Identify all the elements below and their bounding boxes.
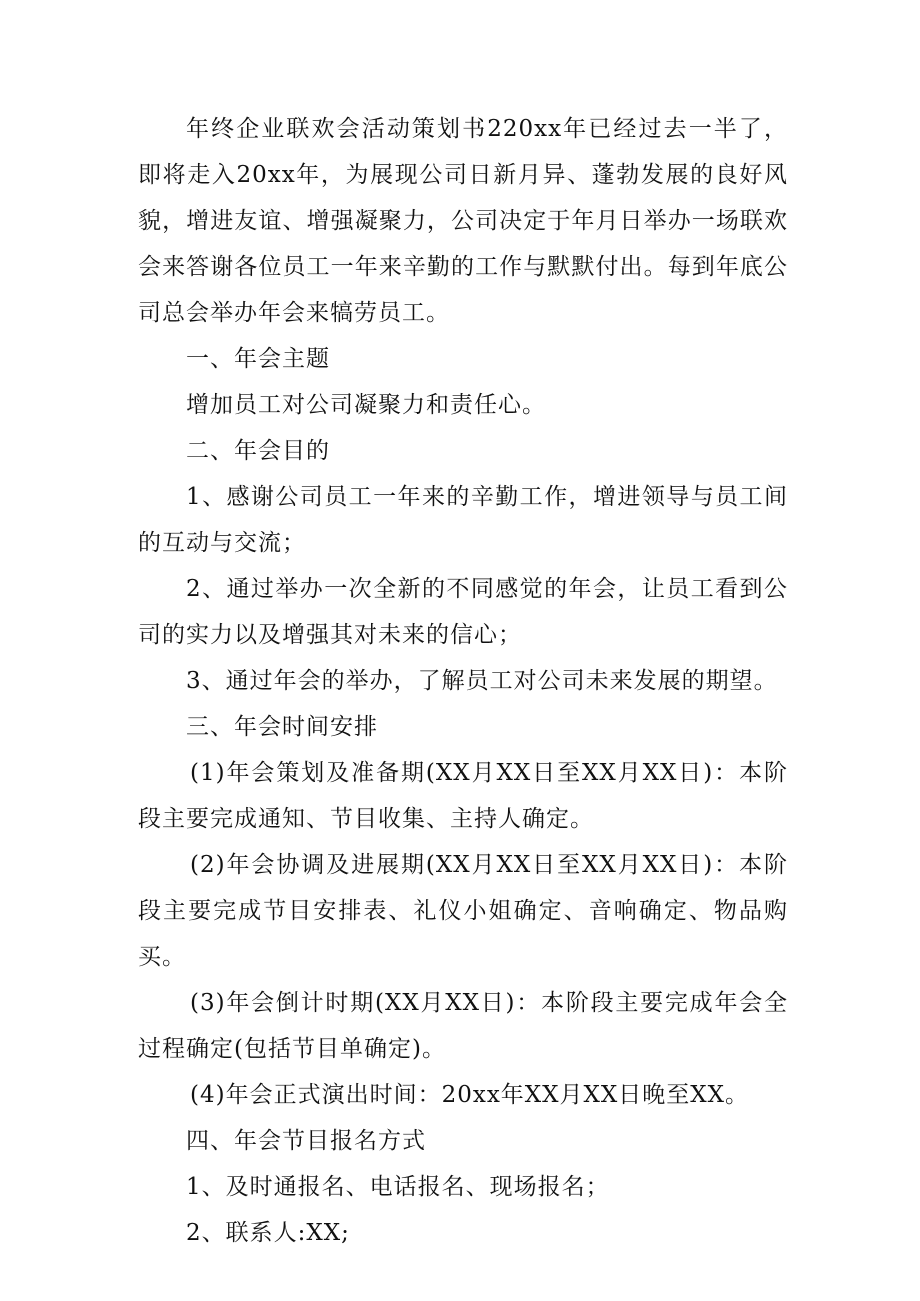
section-heading-schedule: 三、年会时间安排: [186, 714, 378, 740]
purpose-item-3: 3、通过年会的举办，了解员工对公司未来发展的期望。: [186, 668, 778, 694]
document-body: [138, 106, 788, 1256]
purpose-item-1: 1、感谢公司员工一年来的辛勤工作，增进领导与员工间的互动与交流；: [138, 484, 788, 556]
section-heading-registration: 四、年会节目报名方式: [186, 1128, 426, 1154]
registration-item-2: 2、联系人:XX;: [186, 1220, 350, 1246]
schedule-item-1: (1)年会策划及准备期(XX月XX日至XX月XX日)：本阶段主要完成通知、节目收集、主持人确定。: [138, 760, 788, 832]
registration-item-1: 1、及时通报名、电话报名、现场报名；: [186, 1174, 610, 1200]
schedule-item-3: (3)年会倒计时期(XX月XX日)：本阶段主要完成年会全过程确定(包括节目单确定)。: [138, 990, 788, 1062]
intro-paragraph: 年终企业联欢会活动策划书220xx年已经过去一半了，即将走入20xx年，为展现公司日新月异、蓬勃发展的良好风貌，增进友谊、增强凝聚力，公司决定于年月日举办一场联欢会来答谢各位员工一年来辛勤的工作与默默付出。每到年底公司总会举办年会来犒劳员工。: [138, 116, 788, 326]
purpose-item-2: 2、通过举办一次全新的不同感觉的年会，让员工看到公司的实力以及增强其对未来的信心；: [138, 576, 788, 648]
schedule-item-2: (2)年会协调及进展期(XX月XX日至XX月XX日)：本阶段主要完成节目安排表、礼仪小姐确定、音响确定、物品购买。: [138, 852, 788, 970]
section-heading-purpose: 二、年会目的: [186, 438, 330, 464]
section-text-theme: 增加员工对公司凝聚力和责任心。: [186, 392, 546, 418]
schedule-item-4: (4)年会正式演出时间：20xx年XX月XX日晚至XX。: [190, 1082, 750, 1108]
section-heading-theme: 一、年会主题: [186, 346, 330, 372]
